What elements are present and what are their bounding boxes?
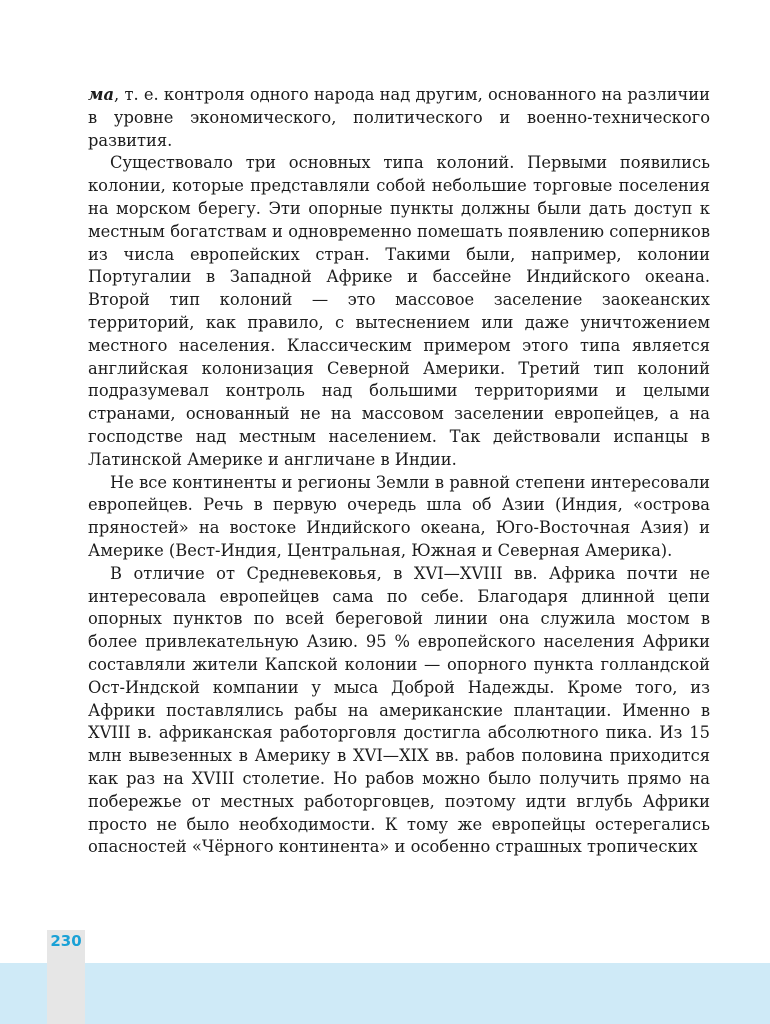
page-number: 230	[50, 932, 82, 950]
paragraph-1	[88, 84, 710, 152]
term-continuation: ма	[88, 85, 115, 104]
footer-band	[0, 963, 770, 1024]
body-text	[88, 84, 710, 859]
paragraph-1-text: , т. е. контроля одного народа над другим, основанного на различии в уровне экономического, политического и военно-технического развития.	[88, 85, 710, 150]
paragraph-2: Существовало три основных типа колоний. Первыми появились колонии, которые представляли собой небольшие торговые поселения на морском берегу. Эти опорные пункты должны были дать доступ к местным богатствам и одновременно помешать появлению соперников из числа европейских стран. Такими были, например, колонии Португалии в Западной Африке и бассейне Индийского океана. Второй тип колоний — это массовое заселение заокеанских территорий, как правило, с вытеснением или даже уничтожением местного населения. Классическим примером этого типа является английская колонизация Северной Америки. Третий тип колоний подразумевал контроль над большими территориями и целыми странами, основанный не на массовом заселении европейцев, а на господстве над местным населением. Так действовали испанцы в Латинской Америке и англичане в Индии.	[88, 153, 710, 469]
paragraph-3: Не все континенты и регионы Земли в равной степени интересовали европейцев. Речь в первую очередь шла об Азии (Индия, «острова пряностей» на востоке Индийского океана, Юго-Восточная Азия) и Америке (Вест-Индия, Центральная, Южная и Северная Америка).	[88, 472, 710, 560]
paragraph-4: В отличие от Средневековья, в XVI—XVIII вв. Африка почти не интересовала европейцев сама по себе. Благодаря длинной цепи опорных пунктов по всей береговой линии она служила мостом в более привлекательную Азию. 95 % европейского населения Африки составляли жители Капской колонии — опорного пункта голландской Ост-Индской компании у мыса Доброй Надежды. Кроме того, из Африки поставлялись рабы на американские плантации. Именно в XVIII в. африканская работорговля достигла абсолютного пика. Из 15 млн вывезенных в Америку в XVI—XIX вв. рабов половина приходится как раз на XVIII столетие. Но рабов можно было получить прямо на побережье от местных работорговцев, поэтому идти вглубь Африки просто не было необходимости. К тому же европейцы остерегались опасностей «Чёрного континента» и особенно страшных тропических	[88, 563, 710, 857]
